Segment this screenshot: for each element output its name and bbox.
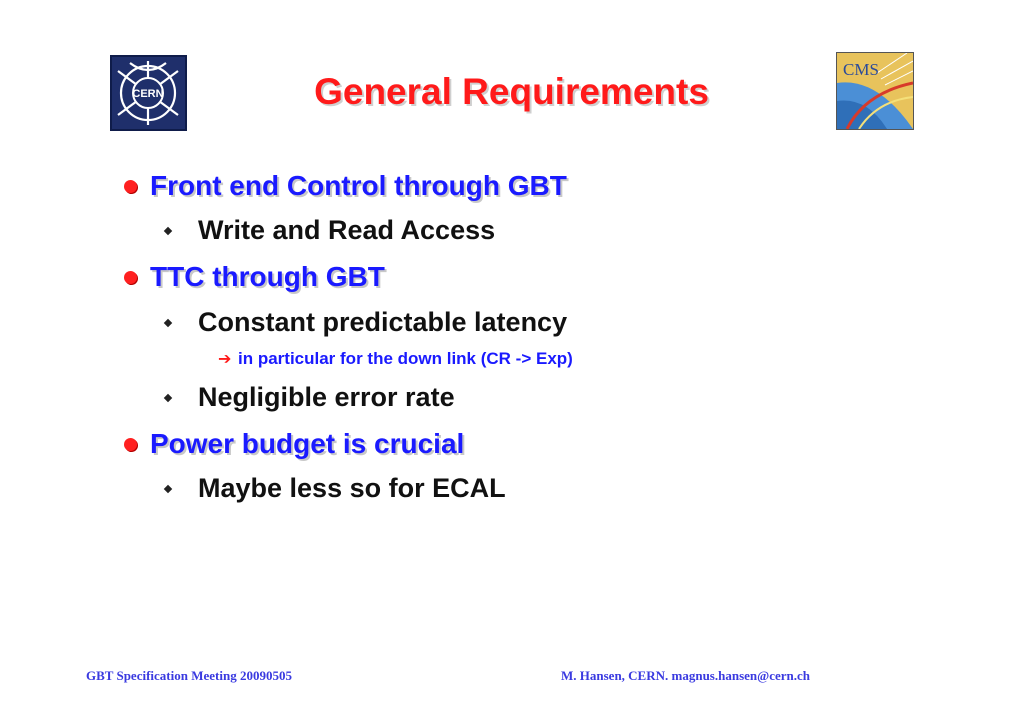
bullet-text: Front end Control through GBT: [150, 170, 567, 201]
note-item: [218, 349, 573, 369]
sub-bullet-text: Negligible error rate: [198, 382, 455, 412]
bullet-item: [150, 170, 567, 202]
diamond-bullet-icon: [164, 319, 172, 327]
footer-right: M. Hansen, CERN. magnus.hansen@cern.ch: [561, 668, 811, 683]
diamond-bullet-icon: [164, 485, 172, 493]
bullet-item: [150, 261, 385, 293]
diamond-bullet-icon: [164, 227, 172, 235]
cms-logo-text: CMS: [843, 60, 879, 79]
arrow-right-icon: ➔: [218, 351, 232, 368]
bullet-dot-icon: [124, 180, 137, 193]
diamond-bullet-icon: [164, 394, 172, 402]
cern-logo-text: CERN: [132, 88, 164, 100]
sub-bullet-text: Maybe less so for ECAL: [198, 473, 506, 503]
bullet-text: TTC through GBT: [150, 261, 385, 292]
bullet-dot-icon: [124, 438, 137, 451]
sub-bullet-text: Write and Read Access: [198, 215, 496, 245]
note-text: in particular for the down link (CR -> Exp): [238, 349, 573, 368]
bullet-text: Power budget is crucial: [150, 428, 465, 459]
sub-bullet-text: Constant predictable latency: [198, 307, 568, 337]
sub-bullet-item: [198, 307, 567, 338]
sub-bullet-item: [198, 215, 495, 246]
slide-title: General Requirements: [314, 71, 709, 112]
sub-bullet-item: [198, 382, 455, 413]
sub-bullet-item: [198, 473, 506, 504]
bullet-dot-icon: [124, 271, 137, 284]
footer-left: GBT Specification Meeting 20090505: [86, 668, 292, 683]
bullet-item: [150, 428, 464, 460]
